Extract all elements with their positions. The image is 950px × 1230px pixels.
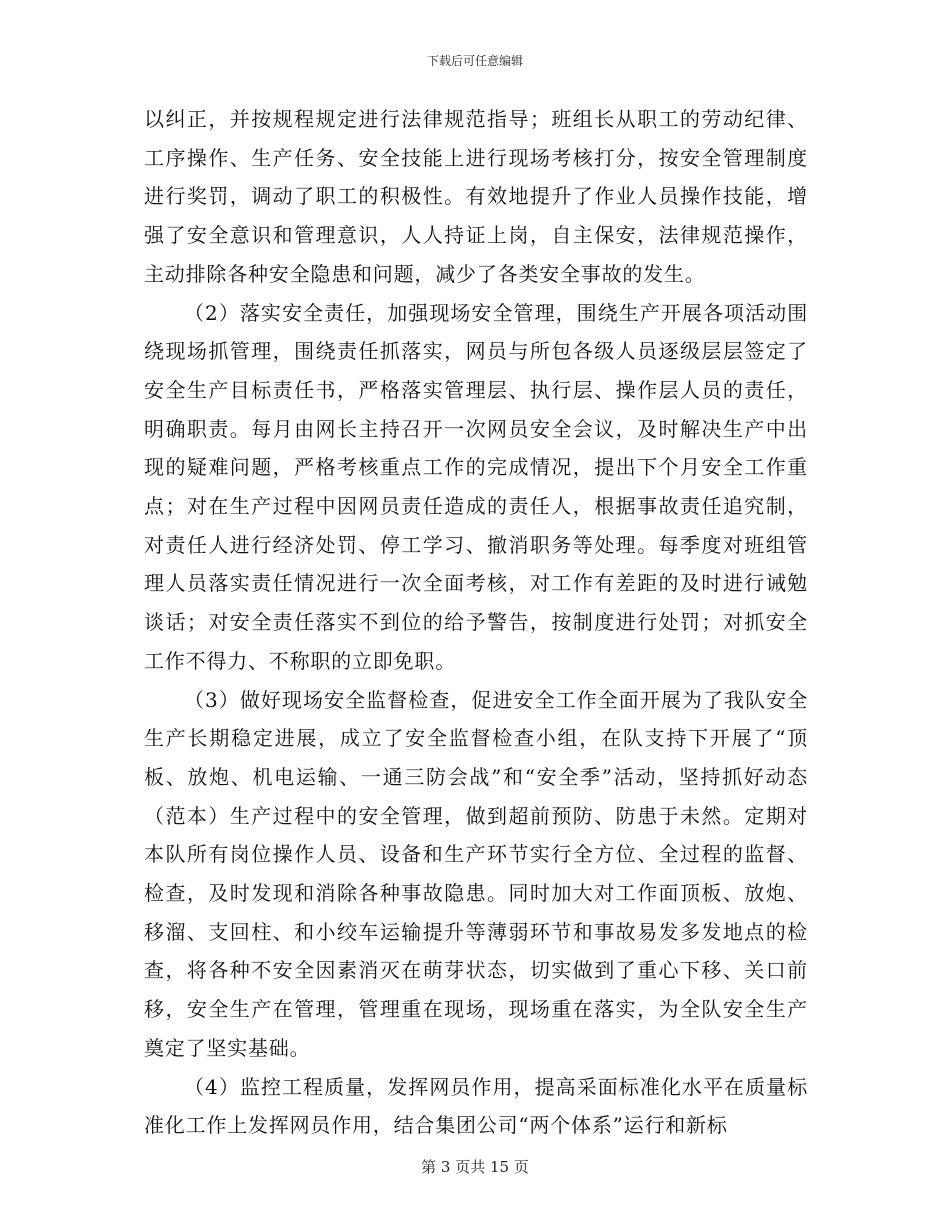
paragraph-3-safety-inspection: （3）做好现场安全监督检查，促进安全工作全面开展为了我队安全生产长期稳定进展，成立了安全监督检查小组，在队支持下开展了“顶板、放炮、机电运输、一通三防会战”和“安全季”活动，坚持抓好动态（范本）生产过程中的安全管理，做到超前预防、防患于未然。定期对本队所有岗位操作人员、设备和生产环节实行全方位、全过程的监督、检查，及时发现和消除各种事故隐患。同时加大对工作面顶板、放炮、移溜、支回柱、和小绞车运输提升等薄弱环节和事故易发多发地点的检查，将各种不安全因素消灭在萌芽状态，切实做到了重心下移、关口前移，安全生产在管理，管理重在现场，现场重在落实，为全队安全生产奠定了坚实基础。	[144, 687, 808, 1060]
paragraph-4-quality-monitoring: （4）监控工程质量，发挥网员作用，提高采面标准化水平在质量标准化工作上发挥网员作用，结合集团公司“两个体系”运行和新标	[144, 1074, 808, 1138]
paragraph-continuation: 以纠正，并按规程规定进行法律规范指导；班组长从职工的劳动纪律、工序操作、生产任务、安全技能上进行现场考核打分，按安全管理制度进行奖罚，调动了职工的积极性。有效地提升了作业人员操作技能，增强了安全意识和管理意识，人人持证上岗，自主保安，法律规范操作，主动排除各种安全隐患和问题，减少了各类安全事故的发生。	[144, 107, 808, 286]
page-number: 第 3 页共 15 页	[421, 1158, 529, 1176]
paragraph-2-safety-responsibility: （2）落实安全责任，加强现场安全管理，围绕生产开展各项活动围绕现场抓管理，围绕责任抓落实，网员与所包各级人员逐级层层签定了安全生产目标责任书，严格落实管理层、执行层、操作层人员的责任，明确职责。每月由网长主持召开一次网员安全会议，及时解决生产中出现的疑难问题，严格考核重点工作的完成情况，提出下个月安全工作重点；对在生产过程中因网员责任造成的责任人，根据事故责任追究制，对责任人进行经济处罚、停工学习、撤消职务等处理。每季度对班组管理人员落实责任情况进行一次全面考核，对工作有差距的及时进行诫勉谈话；对安全责任落实不到位的给予警告，按制度进行处罚；对抓安全工作不得力、不称职的立即免职。	[144, 300, 808, 673]
document-body	[144, 100, 808, 1145]
page-header: 下载后可任意编辑	[426, 54, 523, 68]
